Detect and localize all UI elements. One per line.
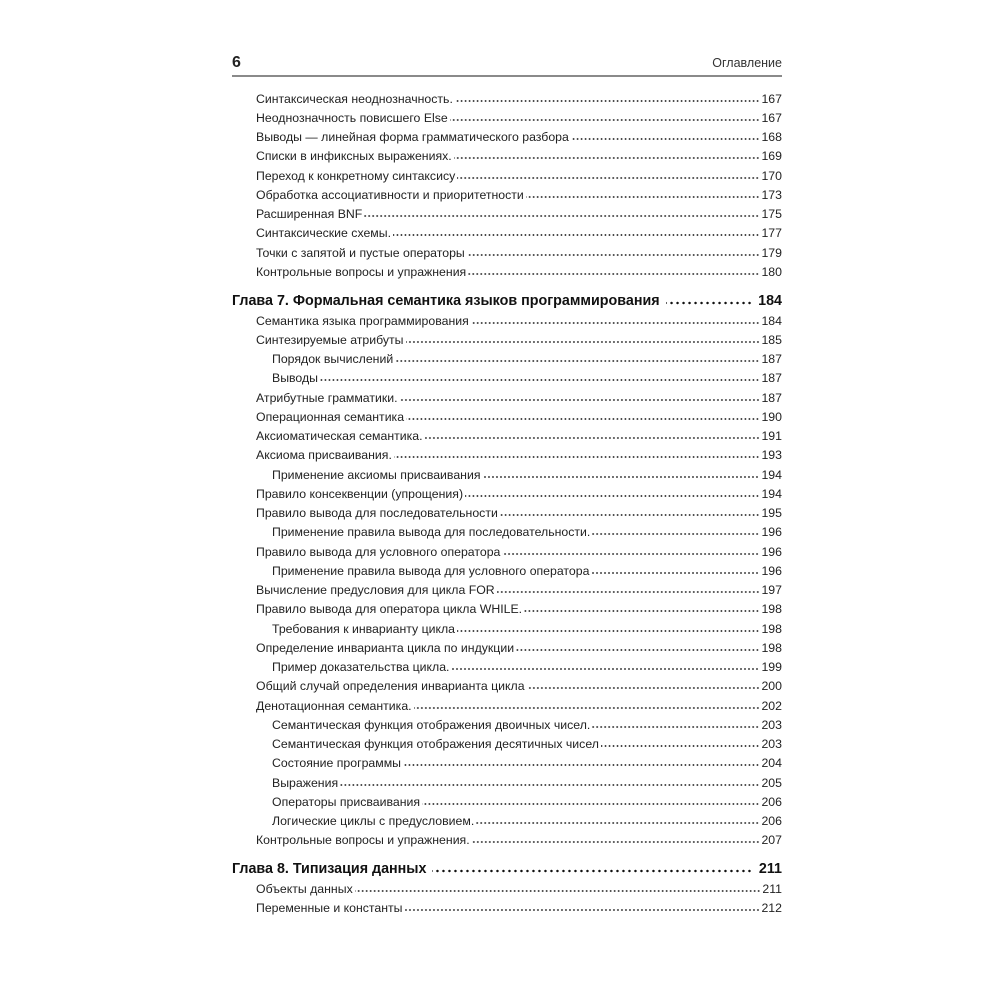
toc-entry-page: 207 [761,833,782,848]
toc-entry-page: 187 [761,352,782,366]
toc-entry[interactable] [232,147,782,166]
toc-entry[interactable] [232,350,782,369]
toc-entry-title: Определение инварианта цикла по индукции [256,640,515,655]
toc-entry-page: 198 [761,602,782,617]
toc-entry-title: Вычисление предусловия для цикла FOR [256,583,495,597]
dot-leader [591,571,759,575]
toc-chapter[interactable] [232,290,782,312]
toc-entry-title: Глава 8. Типизация данных [232,861,427,877]
toc-entry-page: 175 [761,207,782,221]
toc-entry-page: 194 [761,467,782,482]
toc-entry-title: Выводы [272,371,319,386]
toc-entry-title: Семантическая функция отображения двоичных чисел. [272,717,591,732]
toc-entry-title: Атрибутные грамматики. [256,390,398,405]
toc-entry-title: Порядок вычислений [272,352,394,366]
toc-entry-title: Семантическая функция отображения десятичных чисел [272,737,599,751]
toc-entry[interactable] [232,446,782,465]
toc-entry-page: 187 [761,371,782,386]
toc-entry[interactable] [232,109,782,128]
dot-leader [571,137,760,141]
dot-leader [516,648,759,652]
toc-entry[interactable] [232,523,782,542]
dot-leader [497,590,760,594]
toc-entry[interactable] [232,620,782,639]
toc-entry[interactable] [232,812,782,831]
dot-leader [472,840,760,844]
toc-entry-title: Применение аксиомы присваивания [272,467,481,482]
toc-entry-title: Аксиоматическая семантика. [256,429,423,443]
toc-entry-page: 211 [762,882,782,896]
toc-entry[interactable] [232,754,782,773]
toc-entry[interactable] [232,244,782,263]
dot-leader [526,195,760,199]
toc-entry[interactable] [232,186,782,205]
dot-leader [482,475,759,479]
toc-entry-title: Обработка ассоциативности и приоритетности [256,187,524,202]
dot-leader [451,667,759,671]
toc-entry-title: Общий случай определения инварианта цикла [256,679,525,694]
toc-entry-page: 180 [761,264,782,279]
toc-entry-title: Требования к инварианту цикла [272,621,456,636]
toc-entry-title: Неоднозначность повисшего Else [256,110,448,125]
dot-leader [592,532,759,536]
toc-entry[interactable] [232,716,782,735]
toc-entry-title: Состояние программы [272,756,402,771]
dot-leader [666,301,753,305]
dot-leader [471,321,760,325]
dot-leader [500,513,760,517]
toc-entry[interactable] [232,677,782,696]
dot-leader [432,869,752,873]
page-header [232,54,782,77]
toc-entry-title: Переменные и константы [256,901,403,916]
dot-leader [320,378,759,382]
toc-entry-page: 203 [761,717,782,732]
toc-entry-page: 169 [761,149,782,164]
toc-entry-title: Операционная семантика [256,409,405,424]
toc-entry[interactable] [232,600,782,619]
dot-leader [355,889,761,893]
dot-leader [406,340,760,344]
toc-entry[interactable] [232,735,782,754]
toc-entry-title: Аксиома присваивания. [256,448,392,463]
toc-entry-page: 194 [761,486,782,501]
toc-entry-title: Синтаксические схемы. [256,226,392,241]
toc-entry[interactable] [232,485,782,504]
dot-leader [457,629,759,633]
toc-entry[interactable] [232,389,782,408]
toc-entry[interactable] [232,427,782,446]
toc-entry[interactable] [232,331,782,350]
dot-leader [476,821,759,825]
toc-entry-title: Применение правила вывода для условного оператора [272,563,590,578]
toc-entry-page: 199 [761,660,782,674]
toc-entry[interactable] [232,263,782,282]
dot-leader [502,552,759,556]
toc-entry-page: 204 [761,756,782,771]
dot-leader [524,609,759,613]
toc-entry-page: 196 [761,544,782,559]
dot-leader [450,118,760,122]
toc-entry[interactable] [232,466,782,485]
toc-entry[interactable] [232,658,782,677]
toc-entry-page: 198 [761,640,782,655]
dot-leader [364,214,759,218]
page-number: 6 [232,54,241,71]
dot-leader [527,686,760,690]
toc-entry-page: 200 [761,679,782,694]
toc-entry-page: 184 [758,292,782,309]
toc-entry-page: 179 [761,245,782,260]
toc-entry[interactable] [232,408,782,427]
dot-leader [340,783,759,787]
toc-entry[interactable] [232,90,782,109]
toc-entry-title: Переход к конкретному синтаксису [256,168,456,183]
dot-leader [414,706,760,710]
toc-entry[interactable] [232,793,782,812]
toc-entry-page: 195 [761,506,782,520]
running-title: Оглавление [712,56,782,70]
toc-entry-title: Синтаксическая неоднозначность. [256,91,453,106]
dot-leader [403,763,759,767]
toc-entry-page: 196 [761,563,782,578]
toc-entry[interactable] [232,697,782,716]
toc-entry-page: 184 [761,313,782,328]
toc-entry-page: 167 [761,91,782,106]
toc-entry-title: Логические циклы с предусловием. [272,814,475,828]
toc-entry-page: 212 [761,901,782,916]
toc-entry[interactable] [232,369,782,388]
toc-entry[interactable] [232,880,782,899]
toc-entry-title: Применение правила вывода для последовательности. [272,525,591,540]
toc-entry-title: Точки с запятой и пустые операторы [256,245,465,260]
toc-entry[interactable] [232,128,782,147]
toc-entry-title: Контрольные вопросы и упражнения [256,264,467,279]
toc-entry-page: 168 [761,130,782,144]
dot-leader [422,802,759,806]
toc-entry-title: Контрольные вопросы и упражнения. [256,833,470,848]
toc-entry[interactable] [232,543,782,562]
toc-entry-page: 196 [761,525,782,540]
toc-entry[interactable] [232,639,782,658]
toc-entry[interactable] [232,224,782,243]
toc-entry[interactable] [232,581,782,600]
toc-entry-page: 173 [761,187,782,202]
toc-entry-page: 187 [761,390,782,405]
dot-leader [468,272,759,276]
toc-entry-page: 177 [761,226,782,241]
dot-leader [393,233,759,237]
dot-leader [455,99,760,103]
toc-entry[interactable] [232,831,782,850]
toc-entry-page: 190 [761,409,782,424]
dot-leader [465,494,759,498]
dot-leader [592,725,759,729]
toc-entry-page: 198 [761,621,782,636]
toc-entry-title: Глава 7. Формальная семантика языков программирования [232,292,660,309]
toc-entry-page: 202 [761,698,782,713]
dot-leader [425,436,760,440]
toc-entry-title: Правило консеквенции (упрощения) [256,486,464,501]
toc-entry-title: Правило вывода для последовательности [256,506,498,520]
toc-entry-page: 170 [761,168,782,183]
toc-entry-title: Выводы — линейная форма грамматического разбора [256,130,569,144]
toc-entry[interactable] [232,205,782,224]
toc-entry-page: 197 [761,583,782,597]
toc-entry-title: Объекты данных [256,882,353,896]
toc-entry-title: Правило вывода для оператора цикла WHILE. [256,602,523,617]
dot-leader [406,417,759,421]
toc-entry[interactable] [232,774,782,793]
dot-leader [400,398,760,402]
toc-entry-title: Расширенная BNF [256,207,363,221]
dot-leader [457,176,759,180]
toc-entry-page: 206 [761,794,782,809]
toc-entry-title: Списки в инфиксных выражениях. [256,149,452,164]
dot-leader [395,359,759,363]
toc-entry-title: Денотационная семантика. [256,698,412,713]
dot-leader [467,253,760,257]
toc-entry-page: 203 [761,737,782,751]
toc-entry-title: Пример доказательства цикла. [272,660,450,674]
dot-leader [405,908,760,912]
toc-entry-title: Выражения [272,775,339,790]
toc-entry-title: Синтезируемые атрибуты [256,332,404,347]
toc-entry-page: 185 [761,332,782,347]
table-of-contents [232,90,782,919]
toc-entry-page: 191 [761,429,782,443]
toc-entry-title: Семантика языка программирования [256,313,469,328]
toc-entry[interactable] [232,562,782,581]
toc-entry-page: 193 [761,448,782,463]
toc-entry[interactable] [232,167,782,186]
dot-leader [601,744,760,748]
dot-leader [454,156,760,160]
toc-entry-title: Правило вывода для условного оператора [256,544,501,559]
toc-entry-page: 211 [758,861,782,877]
toc-entry-page: 206 [761,814,782,828]
toc-entry-title: Операторы присваивания [272,794,421,809]
toc-entry[interactable] [232,504,782,523]
toc-entry[interactable] [232,312,782,331]
toc-chapter[interactable] [232,858,782,880]
toc-entry[interactable] [232,899,782,918]
toc-entry-page: 167 [761,110,782,125]
dot-leader [394,455,760,459]
toc-entry-page: 205 [761,775,782,790]
